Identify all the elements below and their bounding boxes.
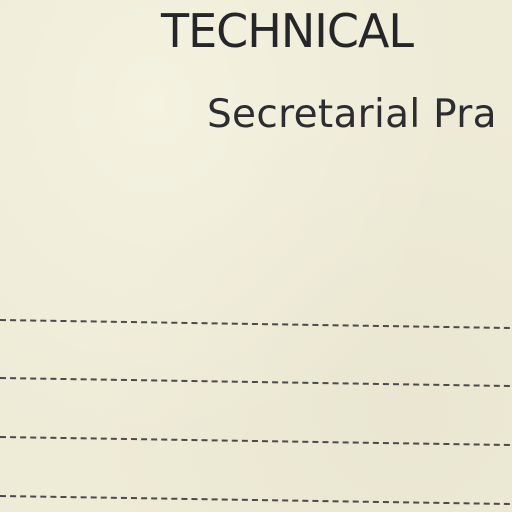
blank-line-1: [0, 319, 512, 329]
page-heading: TECHNICAL: [161, 4, 414, 58]
blank-line-3: [0, 436, 512, 446]
blank-line-4: [0, 495, 512, 505]
blank-line-2: [0, 377, 512, 387]
page-subheading: Secretarial Pra: [207, 92, 497, 137]
